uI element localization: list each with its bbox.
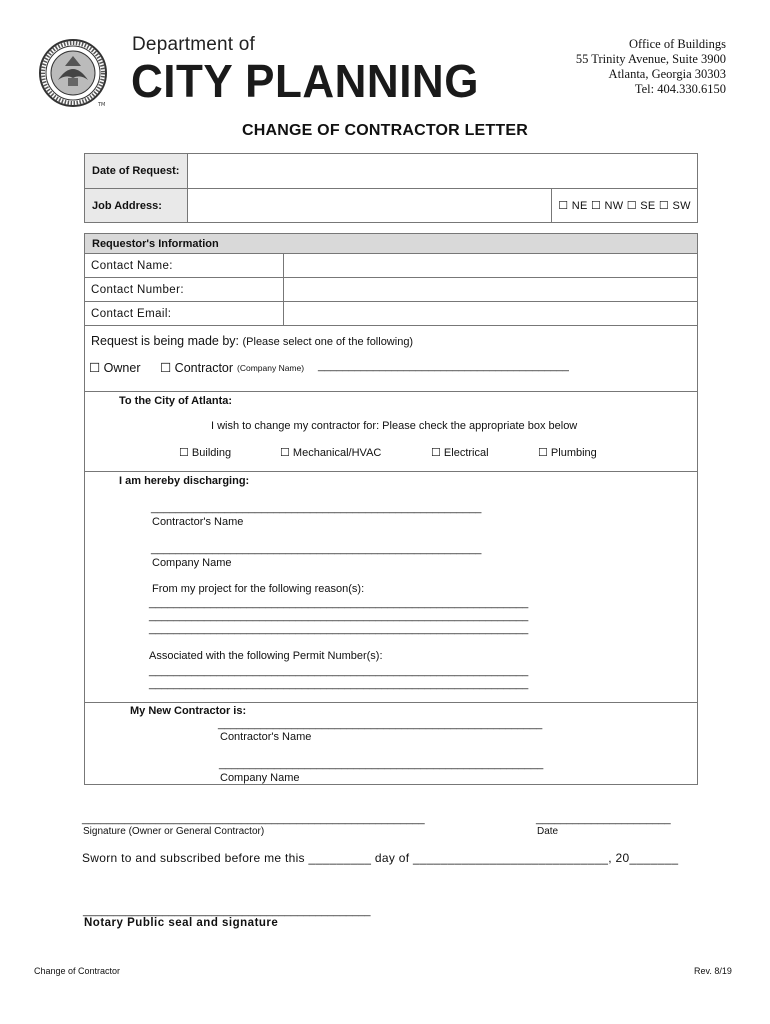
- job-address-label: Job Address:: [85, 189, 188, 222]
- plumbing-checkbox[interactable]: ☐ Plumbing: [538, 447, 597, 459]
- requestor-info-heading: Requestor's Information: [85, 234, 697, 254]
- discharged-company-line[interactable]: ______________________________________________________: [151, 543, 482, 555]
- change-instruction: I wish to change my contractor for: Please check the appropriate box below: [211, 420, 578, 432]
- contractor-checkbox[interactable]: ☐ Contractor: [160, 361, 234, 375]
- owner-checkbox[interactable]: ☐ Owner: [89, 361, 141, 375]
- contact-number-field[interactable]: [284, 278, 697, 302]
- office-address: [576, 37, 726, 97]
- new-contractor-name-label: Contractor's Name: [220, 731, 312, 743]
- contact-number-label: Contact Number:: [91, 284, 184, 296]
- discharging-label: I am hereby discharging:: [119, 475, 250, 487]
- contact-name-field[interactable]: [284, 254, 697, 278]
- electrical-checkbox[interactable]: ☐ Electrical: [431, 447, 489, 459]
- footer-doc-name: Change of Contractor: [34, 966, 121, 976]
- contact-name-label: Contact Name:: [91, 260, 173, 272]
- permit-label: Associated with the following Permit Number(s):: [149, 650, 383, 662]
- permit-line-2[interactable]: ______________________________________________________________: [149, 678, 529, 690]
- city-seal-logo: [38, 38, 108, 108]
- document-title: CHANGE OF CONTRACTOR LETTER: [242, 122, 528, 139]
- quadrant-checkboxes[interactable]: ☐ NE ☐ NW ☐ SE ☐ SW: [551, 189, 697, 222]
- date-line[interactable]: ______________________: [536, 813, 671, 825]
- date-label: Date: [537, 826, 559, 837]
- contractor-company-line[interactable]: _________________________________________: [318, 360, 569, 372]
- building-checkbox[interactable]: ☐ Building: [179, 447, 232, 459]
- notary-label: Notary Public seal and signature: [84, 917, 279, 929]
- request-info-table: [84, 153, 698, 223]
- footer-revision: Rev. 8/19: [694, 966, 732, 976]
- signature-label: Signature (Owner or General Contractor): [83, 826, 265, 837]
- discharged-company-name-label: Company Name: [152, 557, 232, 569]
- sworn-statement[interactable]: Sworn to and subscribed before me this _________ day of ____________________________, 20_______: [82, 851, 679, 865]
- contact-email-row: [85, 302, 697, 326]
- new-contractor-line[interactable]: _____________________________________________________: [218, 718, 543, 730]
- company-name-hint: (Company Name): [237, 363, 305, 373]
- contact-email-label: Contact Email:: [91, 308, 172, 320]
- svg-text:TM: TM: [98, 102, 106, 108]
- request-by-hint: (Please select one of the following): [242, 336, 414, 348]
- job-address-field[interactable]: [188, 189, 551, 222]
- mechanical-hvac-checkbox[interactable]: ☐ Mechanical/HVAC: [280, 447, 382, 459]
- reason-label: From my project for the following reason(s):: [152, 583, 365, 595]
- reason-line-2[interactable]: ______________________________________________________________: [149, 610, 529, 622]
- office-phone: Tel: 404.330.6150: [634, 82, 726, 96]
- request-by-label: Request is being made by:: [91, 334, 240, 348]
- new-company-line[interactable]: _____________________________________________________: [219, 758, 544, 770]
- department-label: Department of: [132, 34, 255, 55]
- city-planning-label: CITY PLANNING: [131, 56, 479, 108]
- office-name: Office of Buildings: [629, 37, 726, 51]
- contact-email-field[interactable]: [284, 302, 697, 326]
- contact-number-row: [85, 278, 697, 302]
- office-street: 55 Trinity Avenue, Suite 3900: [575, 52, 726, 66]
- reason-line-3[interactable]: ______________________________________________________________: [149, 623, 529, 635]
- date-of-request-field[interactable]: [188, 154, 697, 189]
- discharged-contractor-name-label: Contractor's Name: [152, 516, 244, 528]
- permit-line-1[interactable]: ______________________________________________________________: [149, 665, 529, 677]
- office-city: Atlanta, Georgia 30303: [608, 67, 726, 81]
- request-by-row: [91, 334, 413, 348]
- contact-name-row: [85, 254, 697, 278]
- to-city-label: To the City of Atlanta:: [119, 395, 233, 407]
- signature-line[interactable]: ________________________________________________________: [82, 813, 425, 825]
- notary-line[interactable]: _______________________________________________: [83, 905, 371, 917]
- discharged-contractor-line[interactable]: ______________________________________________________: [151, 502, 482, 514]
- new-company-name-label: Company Name: [220, 772, 300, 784]
- new-contractor-label: My New Contractor is:: [130, 705, 247, 717]
- reason-line-1[interactable]: ______________________________________________________________: [149, 597, 529, 609]
- main-form-block: [84, 233, 698, 785]
- date-of-request-label: Date of Request:: [85, 154, 188, 189]
